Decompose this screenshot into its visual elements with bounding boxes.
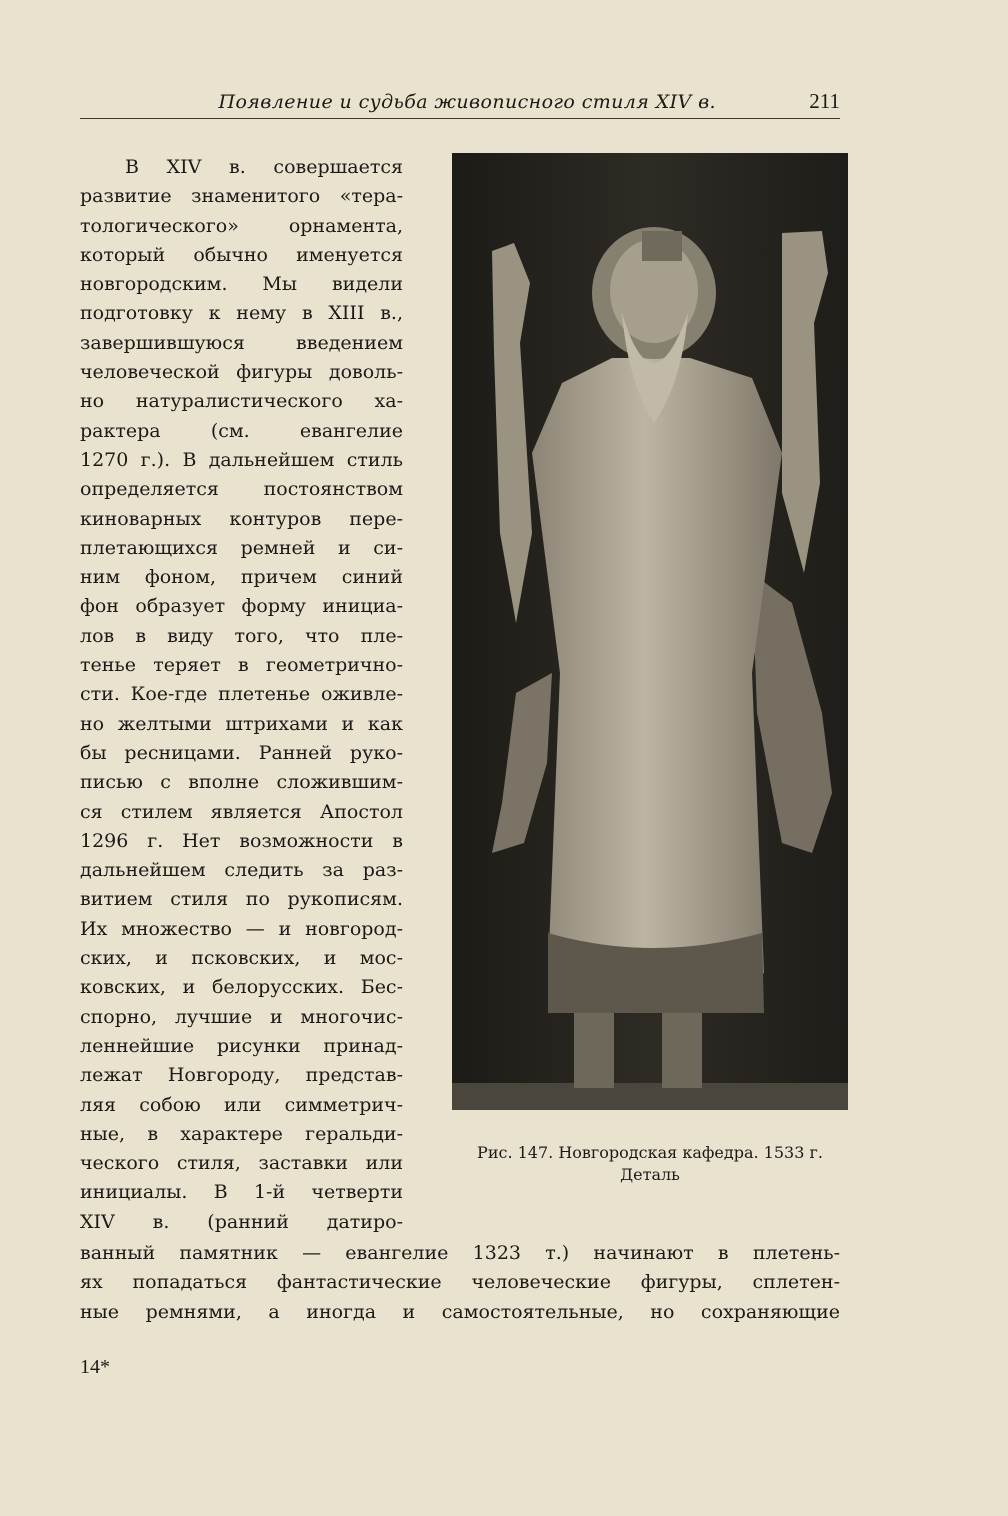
text-line: лов в виду того, что пле-	[80, 624, 403, 647]
text-line: ляя собою или симметрич-	[80, 1093, 403, 1116]
text-line: рактера (см. евангелие	[80, 419, 403, 442]
text-line: Их множество — и новгород-	[80, 917, 403, 940]
text-line: ческого стиля, заставки или	[80, 1152, 403, 1175]
body-text-full-width	[80, 1239, 840, 1327]
text-line: лежат Новгороду, представ-	[80, 1064, 403, 1087]
text-line: дальнейшем следить за раз-	[80, 859, 403, 882]
text-line: 1296 г. Нет возможности в	[80, 829, 403, 852]
signature-mark: 14*	[80, 1356, 110, 1378]
text-line: витием стиля по рукописям.	[80, 888, 403, 911]
text-line: писью с вполне сложившим-	[80, 771, 403, 794]
text-line: тенье теряет в геометрично-	[80, 654, 403, 677]
running-title: Появление и судьба живописного стиля XIV в.	[218, 91, 716, 113]
text-line: леннейшие рисунки принад-	[80, 1034, 403, 1057]
text-line: ковских, и белорусских. Бес-	[80, 976, 403, 999]
text-line: сти. Кое-где плетенье оживле-	[80, 683, 403, 706]
text-line: ним фоном, причем синий	[80, 566, 403, 589]
carved-figure-illustration	[452, 153, 848, 1110]
text-line: человеческой фигуры доволь-	[80, 361, 403, 384]
text-line: фон образует форму инициа-	[80, 595, 403, 618]
text-line: который обычно именуется	[80, 243, 403, 266]
text-line: XIV в. (ранний датиро-	[80, 1210, 403, 1233]
text-line: новгородским. Мы видели	[80, 273, 403, 296]
text-line: бы ресницами. Ранней руко-	[80, 741, 403, 764]
text-line: плетающихся ремней и си-	[80, 536, 403, 559]
text-line: тологического» орнамента,	[80, 214, 403, 237]
text-line: ные, в характере геральди-	[80, 1122, 403, 1145]
text-line: но натуралистического ха-	[80, 390, 403, 413]
figure-caption-line: Рис. 147. Новгородская кафедра. 1533 г.	[477, 1143, 823, 1162]
text-line: ся стилем является Апостол	[80, 800, 403, 823]
figure-caption	[440, 1142, 860, 1186]
text-line: ских, и псковских, и мос-	[80, 947, 403, 970]
page-number: 211	[809, 89, 840, 113]
text-line: киноварных контуров пере-	[80, 507, 403, 530]
figure-photo	[452, 153, 848, 1110]
text-line: ванный памятник — евангелие 1323 т.) начинают в плетень-	[80, 1242, 840, 1264]
text-line: завершившуюся введением	[80, 331, 403, 354]
body-text-column	[80, 153, 403, 1237]
text-line: но желтыми штрихами и как	[80, 712, 403, 735]
text-line: ные ремнями, а иногда и самостоятельные, но сохраняющие	[80, 1300, 840, 1323]
figure-caption-line: Деталь	[620, 1165, 680, 1184]
text-line: 1270 г.). В дальнейшем стиль	[80, 448, 403, 471]
text-line: спорно, лучшие и многочис-	[80, 1005, 403, 1028]
text-line: инициалы. В 1-й четверти	[80, 1181, 403, 1204]
text-line: В XIV в. совершается	[125, 156, 403, 178]
text-line: развитие знаменитого «тера-	[80, 185, 403, 208]
text-line: подготовку к нему в XIII в.,	[80, 302, 403, 325]
running-head	[80, 88, 840, 119]
text-line: ях попадаться фантастические человеческие фигуры, сплетен-	[80, 1271, 840, 1294]
text-line: определяется постоянством	[80, 478, 403, 501]
